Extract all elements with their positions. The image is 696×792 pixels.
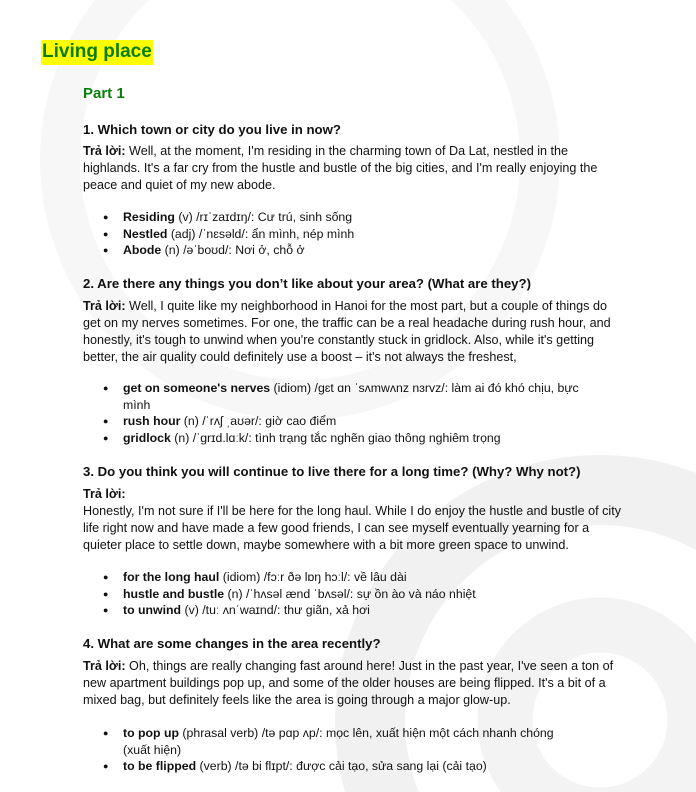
vocab-item: ● hustle and bustle (n) /ˈhʌsəl ænd ˈbʌsəl/: sự ồn ào và náo nhiệt	[103, 586, 603, 603]
part-heading: Part 1	[83, 85, 125, 102]
question-2: 2. Are there any things you don’t like about your area? (What are they?)	[83, 276, 531, 291]
vocab-item: ● to pop up (phrasal verb) /tə pɑp ʌp/: mọc lên, xuất hiện một cách nhanh chóng (xuất hiện)	[103, 725, 581, 758]
answer-2	[83, 298, 623, 366]
answer-label: Trả lời:	[83, 144, 126, 158]
answer-3	[83, 486, 623, 554]
answer-text: Honestly, I'm not sure if I'll be here for the long haul. While I do enjoy the hustle and bustle of city life right now and have made a few good friends, I can see myself eventually yearning for a quieter place to settle down, maybe somewhere with a bit more green space to unwind.	[83, 504, 622, 552]
vocab-list-4	[103, 725, 581, 775]
answer-label: Trả lời:	[83, 487, 126, 501]
answer-label: Trả lời:	[83, 299, 126, 313]
vocab-list-3	[103, 569, 603, 619]
vocab-item: ● rush hour (n) /ˈrʌʃ ˌaʊər/: giờ cao điểm	[103, 413, 581, 430]
vocab-item: ● Nestled (adj) /ˈnɛsəld/: ẩn mình, nép mình	[103, 226, 603, 243]
question-4: 4. What are some changes in the area recently?	[83, 636, 381, 651]
question-3: 3. Do you think you will continue to live there for a long time? (Why? Why not?)	[83, 464, 581, 479]
vocab-item: ● gridlock (n) /ˈgrɪd.lɑːk/: tình trạng tắc nghẽn giao thông nghiêm trọng	[103, 430, 581, 447]
vocab-item: ● for the long haul (idiom) /fɔːr ðə lɒŋ hɔːl/: về lâu dài	[103, 569, 603, 586]
answer-1	[83, 143, 623, 194]
answer-text: Well, I quite like my neighborhood in Hanoi for the most part, but a couple of things do get on my nerves sometimes. For one, the traffic can be a real headache during rush hour, and honestly, it's tough to unwind when you're constantly stuck in gridlock. Also, while it's getting better, the air quality could definitely use a boost – it's not always the freshest,	[83, 299, 611, 364]
answer-text: Well, at the moment, I'm residing in the charming town of Da Lat, nestled in the highlands. It's a far cry from the hustle and bustle of the big cities, and I'm really enjoying the peace and quiet of my new abode.	[83, 144, 598, 192]
answer-text: Oh, things are really changing fast around here! Just in the past year, I've seen a ton of new apartment buildings pop up, and some of the older houses are being flipped. It's a bit of a mixed bag, but definitely feels like the area is going through a major glow-up.	[83, 659, 614, 707]
vocab-item: ● Abode (n) /əˈboʊd/: Nơi ở, chỗ ở	[103, 242, 603, 259]
vocab-list-2	[103, 380, 581, 446]
vocab-item: ● to unwind (v) /tuː ʌnˈwaɪnd/: thư giãn, xả hơi	[103, 602, 603, 619]
page-title: Living place	[41, 40, 153, 65]
vocab-item: ● to be flipped (verb) /tə bi flɪpt/: được cải tạo, sửa sang lại (cải tạo)	[103, 758, 581, 775]
answer-label: Trả lời:	[83, 659, 126, 673]
vocab-list-1	[103, 209, 603, 259]
question-1: 1. Which town or city do you live in now?	[83, 122, 341, 137]
vocab-item: ● get on someone's nerves (idiom) /gɛt ɑn ˈsʌmwʌnz nɜrvz/: làm ai đó khó chịu, bực mình	[103, 380, 581, 413]
vocab-item: ● Residing (v) /rɪˈzaɪdɪŋ/: Cư trú, sinh sống	[103, 209, 603, 226]
answer-4	[83, 658, 623, 709]
